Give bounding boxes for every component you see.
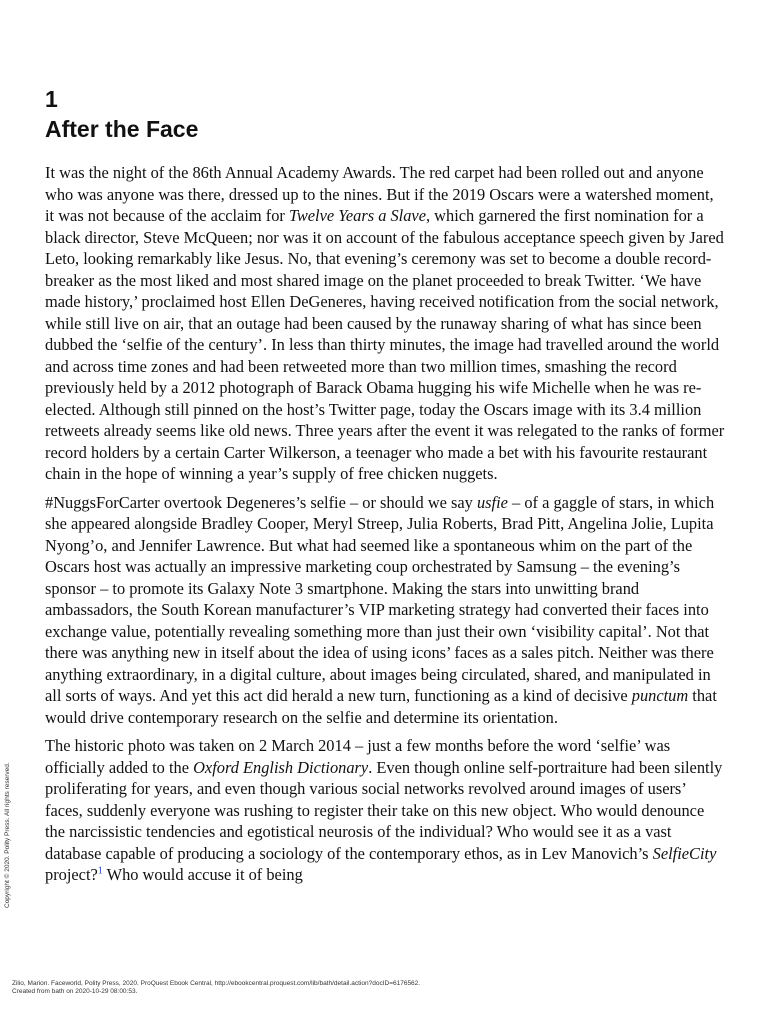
book-page <box>45 86 725 893</box>
footer-citation <box>12 980 420 996</box>
paragraph-2-italic-punctum: punctum <box>631 686 689 705</box>
paragraph-2-italic-usfie: usfie <box>476 492 508 512</box>
footer-created-line: Created from bath on 2020-10-29 08:00:53. <box>12 988 138 995</box>
chapter-title: After the Face <box>45 116 199 142</box>
paragraph-2-text-c: – of a gaggle of stars, in which she appeared alongside Bradley Cooper, Meryl Streep, Julia Roberts, Brad Pitt, Angelina Jolie, Lupita Nyong’o, and Jennifer Lawrence. But what had seemed like a spontaneous whim on the part of the Oscars host was actually an impressive marketing coup orchestrated by Samsung – the evening’s sponsor – to promote its Galaxy Note 3 smartphone. Making the stars into unwitting brand ambassadors, the South Korean manufacturer’s VIP marketing strategy had converted their faces into exchange value, potentially revealing something more than just their own ‘visibility capital’. Not that there was anything new in itself about the idea of using icons’ faces as a sales pitch. Neither was there anything extraordinary, in a digital culture, about images being circulated, shared, and manipulated in all sorts of ways. And yet this act did herald a new turn, functioning as a kind of decisive <box>45 492 715 705</box>
footnote-link-1[interactable]: 1 <box>97 865 103 877</box>
paragraph-1 <box>45 162 725 485</box>
paragraph-1-text-c: , which garnered the first nomination for a black director, Steve McQueen; nor was it on account of the fabulous acceptance speech given by Jared Leto, looking remarkably like Jesus. No, that evening’s ceremony was set to become a double record-breaker as the most liked and most shared image on the planet proceeded to break Twitter. ‘We have made history,’ proclaimed host Ellen DeGeneres, having received notification from the social network, while still live on air, that an outage had been caused by the runaway sharing of what has since been dubbed the ‘selfie of the century’. In less than thirty minutes, the image had travelled around the world and across time zones and had been retweeted more than two million times, smashing the record previously held by a 2012 photograph of Barack Obama hugging his wife Michelle when he was re-elected. Although still pinned on the host’s Twitter page, today the Oscars image with its 3.4 million retweets already seems like old news. Three years after the event it was relegated to the ranks of former record holders by a certain Carter Wilkerson, a teenager who made a bet with his favourite restaurant chain in the hope of winning a year’s supply of free chicken nuggets. <box>45 206 725 483</box>
footer-citation-line: Zilio, Marion. Faceworld, Polity Press, 2020. ProQuest Ebook Central, http://ebookcentral.proquest.com/lib/bath/detail.action?docID=6176562. <box>12 980 421 987</box>
paragraph-1-italic-title: Twelve Years a Slave <box>288 206 426 225</box>
paragraph-3-italic-selfiecity: SelfieCity <box>652 843 717 863</box>
paragraph-3-italic-oed: Oxford English Dictionary <box>193 757 369 777</box>
paragraph-2-text-e: that would drive contemporary research on the selfie and determine its orientation. <box>45 686 717 727</box>
chapter-number: 1 <box>45 86 58 112</box>
paragraph-3-text-f: Who would accuse it of being <box>102 865 303 884</box>
paragraph-3-text-a: The historic photo was taken on 2 March 2014 – just a few months before the word ‘selfie’ was officially added to the <box>45 736 671 777</box>
paragraph-2 <box>45 492 725 729</box>
paragraph-3-text-e: project? <box>45 865 98 884</box>
paragraph-2-text-a: #NuggsForCarter overtook Degeneres’s selfie – or should we say <box>45 492 477 512</box>
side-copyright-notice: Copyright © 2020. Polity Press. All rights reserved. <box>4 762 11 908</box>
paragraph-3-text-c: . Even though online self-portraiture had been silently proliferating for years, and even though various social networks revolved around images of users’ faces, suddenly everyone was rushing to register their take on this new object. Who would denounce the narcissistic tendencies and egotistical neurosis of the individual? Who would see it as a vast database capable of producing a sociology of the contemporary ethos, as in Lev Manovich’s <box>45 757 723 863</box>
paragraph-1-text-a: It was the night of the 86th Annual Academy Awards. The red carpet had been rolled out and anyone who was anyone was there, dressed up to the nines. But if the 2019 Oscars were a watershed moment, it was not because of the acclaim for <box>45 163 714 225</box>
paragraph-3 <box>45 735 725 886</box>
